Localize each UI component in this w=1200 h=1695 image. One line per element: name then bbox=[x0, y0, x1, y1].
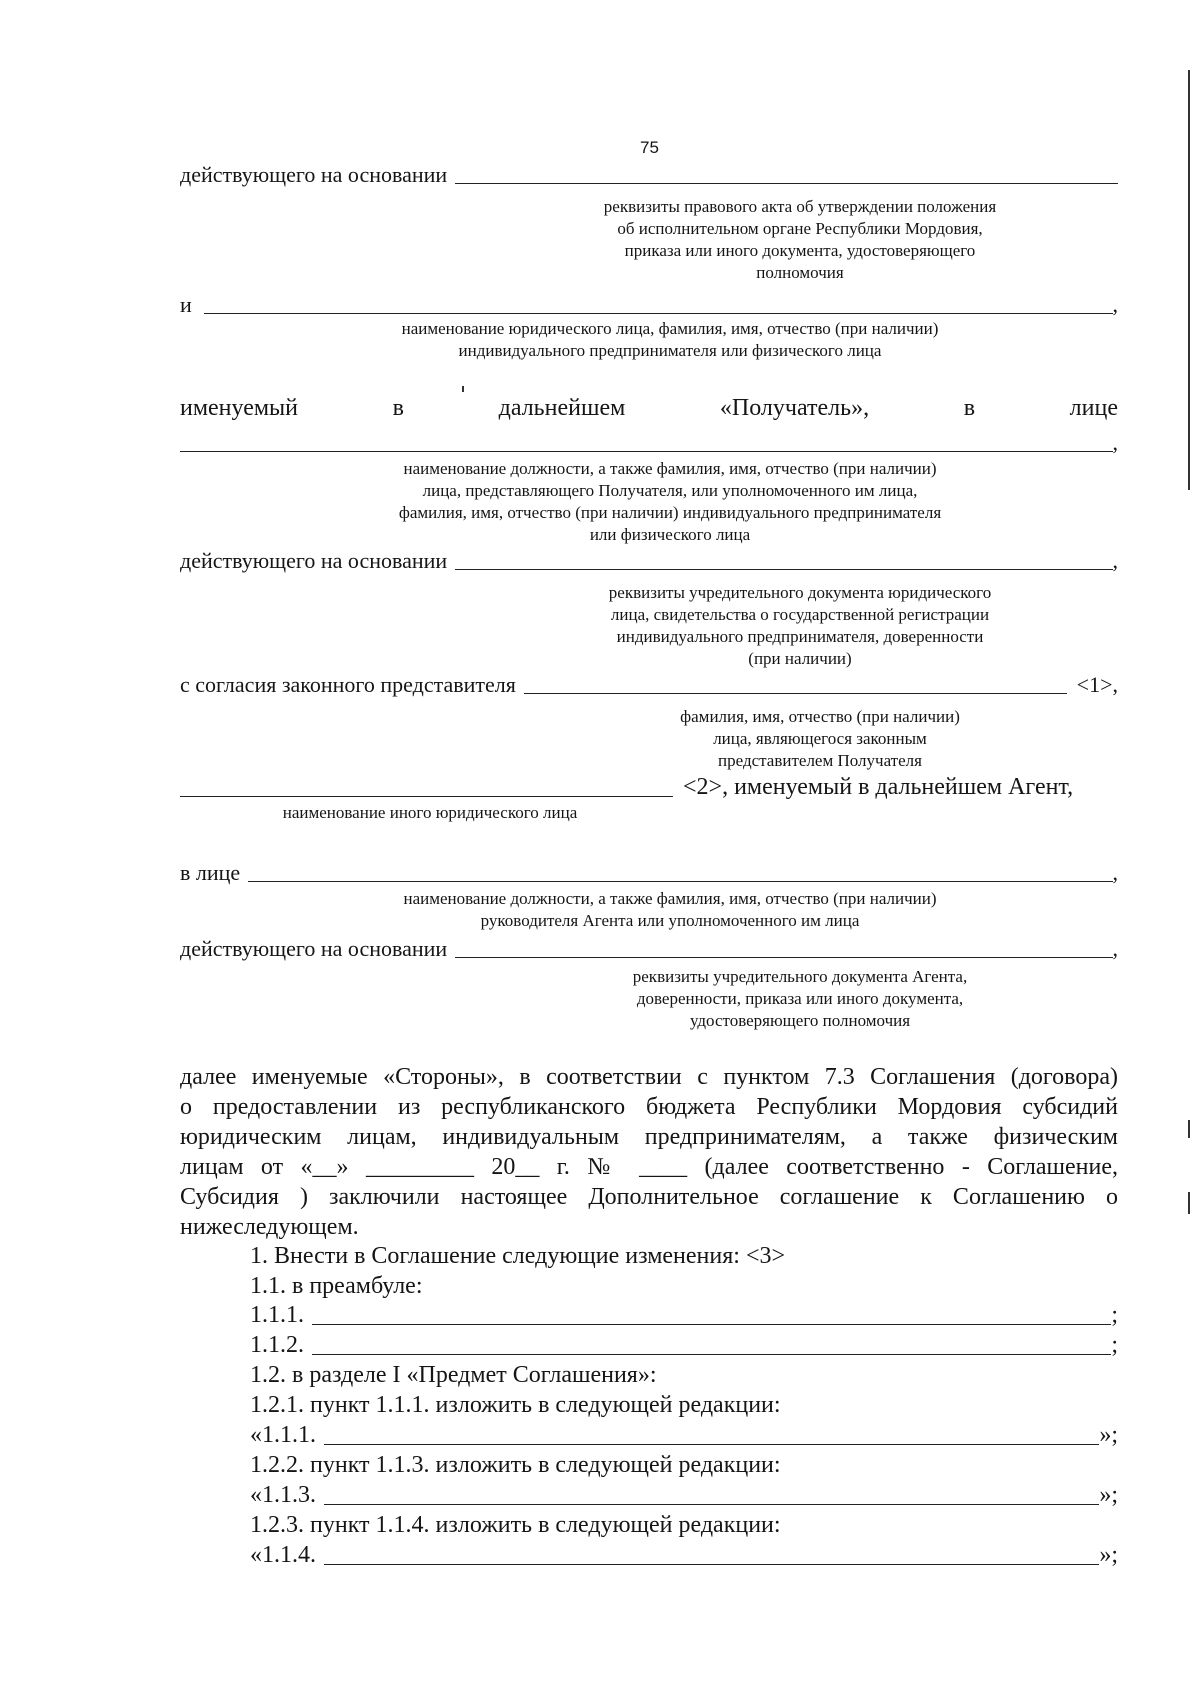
and-label: и bbox=[180, 292, 192, 317]
comma: , bbox=[1112, 936, 1118, 961]
legal-entity-hint bbox=[300, 318, 1040, 362]
hint-line: доверенности, приказа или иного документа, bbox=[636, 989, 964, 1008]
word: лице bbox=[1069, 395, 1118, 421]
hint-line: (при наличии) bbox=[748, 649, 852, 668]
semicolon: ; bbox=[1111, 1302, 1118, 1328]
hint-line: наименование юридического лица, фамилия, имя, отчество (при наличии) bbox=[401, 319, 939, 338]
scan-edge-mark bbox=[1188, 70, 1190, 490]
basis-hint-3 bbox=[540, 966, 1060, 1032]
recipient-designation-line bbox=[180, 395, 1118, 422]
paragraph-line: лицам от «__» _________ 20__ г. № ____ (далее соответственно - Соглашение, bbox=[180, 1154, 1118, 1180]
quote-1-1-4-label: «1.1.4. bbox=[250, 1542, 316, 1568]
hint-line: об исполнительном органе Республики Мордовия, bbox=[617, 219, 983, 238]
hint-line: фамилия, имя, отчество (при наличии) bbox=[680, 707, 960, 726]
item-1-1-1-label: 1.1.1. bbox=[250, 1302, 304, 1328]
basis-label: действующего на основании bbox=[180, 548, 448, 573]
hint-line: руководителя Агента или уполномоченного им лица bbox=[480, 911, 860, 930]
representative-blank-line[interactable] bbox=[180, 450, 1113, 452]
representative-row bbox=[180, 430, 1118, 456]
paragraph-line: юридическим лицам, индивидуальным предпринимателям, а также физическим bbox=[180, 1124, 1118, 1150]
comma: , bbox=[1112, 860, 1118, 885]
basis-blank-line[interactable] bbox=[455, 182, 1118, 184]
legal-entity-blank-line[interactable] bbox=[204, 312, 1113, 314]
in-person-label: в лице bbox=[180, 860, 241, 885]
paragraph-line: Субсидия ) заключили настоящее Дополнительное соглашение к Соглашению о bbox=[180, 1184, 1118, 1210]
quote-1-1-3-row bbox=[250, 1482, 1118, 1509]
quote-1-1-4-row bbox=[250, 1542, 1118, 1569]
hint-line: наименование должности, а также фамилия, имя, отчество (при наличии) bbox=[403, 889, 937, 908]
basis-field-row-1 bbox=[180, 162, 1118, 188]
quote-1-1-1-row bbox=[250, 1422, 1118, 1449]
quote-1-1-3-blank-line[interactable] bbox=[324, 1503, 1099, 1505]
basis-blank-line[interactable] bbox=[455, 956, 1112, 958]
item-1-1: 1.1. в преамбуле: bbox=[250, 1273, 423, 1299]
item-1-1-2-row bbox=[250, 1332, 1118, 1359]
hint-line: или физического лица bbox=[589, 525, 751, 544]
hint-line: представителем Получателя bbox=[718, 751, 922, 770]
word: в bbox=[392, 395, 404, 421]
close-quote: »; bbox=[1099, 1542, 1118, 1568]
item-1-2-2: 1.2.2. пункт 1.1.3. изложить в следующей редакции: bbox=[250, 1452, 781, 1478]
word: в bbox=[963, 395, 976, 421]
paragraph-line: далее именуемые «Стороны», в соответствии с пунктом 7.3 Соглашения (договора) bbox=[180, 1064, 1118, 1090]
quote-1-1-3-label: «1.1.3. bbox=[250, 1482, 316, 1508]
paragraph-line: нижеследующем. bbox=[180, 1214, 359, 1240]
close-quote: »; bbox=[1099, 1422, 1118, 1448]
quote-1-1-4-blank-line[interactable] bbox=[324, 1563, 1099, 1565]
hint-line: реквизиты правового акта об утверждении положения bbox=[603, 197, 997, 216]
word: именуемый bbox=[180, 395, 299, 421]
comma: , bbox=[1112, 292, 1118, 317]
hint-line: удостоверяющего полномочия bbox=[689, 1011, 911, 1030]
footnote-ref-1: <1>, bbox=[1076, 672, 1118, 697]
hint-line: индивидуального предпринимателя, доверенности bbox=[616, 627, 984, 646]
scan-edge-mark bbox=[1188, 1192, 1190, 1214]
agreement-paragraph bbox=[180, 1062, 1118, 1242]
basis-field-row-2 bbox=[180, 548, 1118, 574]
item-1: 1. Внести в Соглашение следующие изменения: <3> bbox=[250, 1243, 786, 1269]
item-1-1-1-row bbox=[250, 1302, 1118, 1329]
item-1-1-2-label: 1.1.2. bbox=[250, 1332, 304, 1358]
legal-entity-row bbox=[180, 292, 1118, 318]
representative-hint bbox=[300, 458, 1040, 546]
legal-representative-row bbox=[180, 672, 1118, 698]
quote-1-1-1-blank-line[interactable] bbox=[324, 1443, 1099, 1445]
basis-hint-2 bbox=[540, 582, 1060, 670]
basis-label: действующего на основании bbox=[180, 162, 448, 187]
item-1-1-1-blank-line[interactable] bbox=[312, 1323, 1111, 1325]
basis-field-row-3 bbox=[180, 936, 1118, 962]
hint-line: приказа или иного документа, удостоверяющего bbox=[624, 241, 976, 260]
agent-representative-blank-line[interactable] bbox=[248, 880, 1112, 882]
comma: , bbox=[1112, 548, 1118, 573]
basis-blank-line[interactable] bbox=[455, 568, 1112, 570]
hint-line: полномочия bbox=[756, 263, 844, 282]
hint-line: фамилия, имя, отчество (при наличии) индивидуального предпринимателя bbox=[398, 503, 942, 522]
item-1-2-3: 1.2.3. пункт 1.1.4. изложить в следующей редакции: bbox=[250, 1512, 781, 1538]
hint-line: реквизиты учредительного документа юридического bbox=[608, 583, 992, 602]
agent-representative-row bbox=[180, 860, 1118, 886]
agent-hint bbox=[230, 802, 630, 824]
item-1-1-2-blank-line[interactable] bbox=[312, 1353, 1111, 1355]
word: дальнейшем bbox=[498, 395, 626, 421]
hint-line: наименование иного юридического лица bbox=[282, 803, 578, 822]
semicolon: ; bbox=[1111, 1332, 1118, 1358]
hint-line: индивидуального предпринимателя или физического лица bbox=[458, 341, 882, 360]
agent-designation: <2>, именуемый в дальнейшем Агент, bbox=[683, 774, 1074, 800]
item-1-2-1: 1.2.1. пункт 1.1.1. изложить в следующей редакции: bbox=[250, 1392, 781, 1418]
legal-representative-hint bbox=[620, 706, 1020, 772]
basis-hint-1 bbox=[540, 196, 1060, 284]
hint-line: лица, являющегося законным bbox=[713, 729, 927, 748]
quote-1-1-1-label: «1.1.1. bbox=[250, 1422, 316, 1448]
paragraph-line: о предоставлении из республиканского бюджета Республики Мордовия субсидий bbox=[180, 1094, 1118, 1120]
hint-line: лица, представляющего Получателя, или уполномоченного им лица, bbox=[422, 481, 918, 500]
page-number: 75 bbox=[640, 138, 659, 157]
comma: , bbox=[1112, 430, 1118, 455]
hint-line: наименование должности, а также фамилия, имя, отчество (при наличии) bbox=[403, 459, 937, 478]
hint-line: лица, свидетельства о государственной регистрации bbox=[610, 605, 990, 624]
scan-edge-mark bbox=[1188, 1120, 1190, 1138]
legal-representative-blank-line[interactable] bbox=[524, 692, 1067, 694]
hint-line: реквизиты учредительного документа Агента, bbox=[632, 967, 968, 986]
basis-label: действующего на основании bbox=[180, 936, 448, 961]
scan-speck bbox=[462, 386, 464, 392]
agent-row bbox=[180, 774, 1118, 801]
close-quote: »; bbox=[1099, 1482, 1118, 1508]
word: «Получатель», bbox=[719, 395, 870, 421]
agent-blank-line[interactable] bbox=[180, 795, 673, 797]
legal-representative-label: с согласия законного представителя bbox=[180, 672, 516, 697]
agent-representative-hint bbox=[300, 888, 1040, 932]
item-1-2: 1.2. в разделе I «Предмет Соглашения»: bbox=[250, 1362, 657, 1388]
